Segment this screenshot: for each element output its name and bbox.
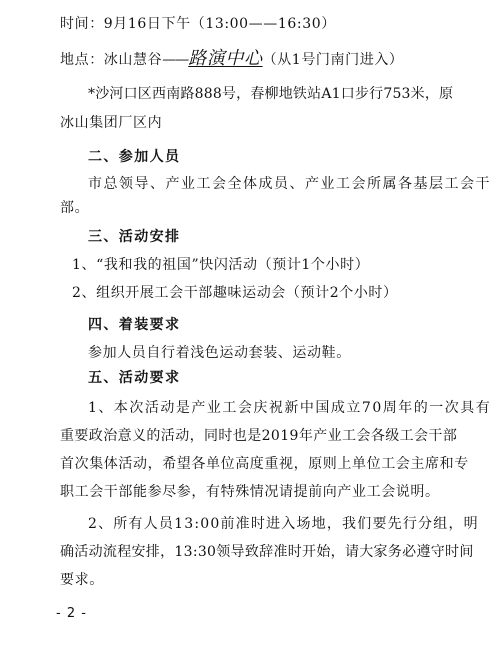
address-line-2: 冰山集团厂区内 [60, 115, 163, 131]
location-suffix: （从1号门南门进入） [262, 52, 404, 68]
requirements-p1-line-2: 重要政治意义的活动，同时也是2019年产业工会各级工会干部 [60, 428, 458, 444]
schedule-item-1: 1、“我和我的祖国”快闪活动（预计1个小时） [72, 257, 370, 273]
requirements-p1-line-1: 1、本次活动是产业工会庆祝新中国成立70周年的一次具有 [88, 400, 492, 416]
address-line-1: *沙河口区西南路888号，春柳地铁站A1口步行753米，原 [88, 86, 454, 102]
venue-name: 路演中心 [188, 48, 263, 69]
section-heading-requirements: 五、活动要求 [88, 370, 181, 386]
location-prefix: 地点：冰山慧谷 [60, 52, 163, 68]
section-heading-dress: 四、着装要求 [88, 317, 181, 333]
location-line [60, 49, 404, 70]
participants-line-1: 市总领导、产业工会全体成员、产业工会所属各基层工会干 [88, 176, 491, 192]
requirements-p2-line-2: 确活动流程安排，13:30领导致辞准时开始，请大家务必遵守时间 [60, 544, 474, 560]
participants-line-2: 部。 [60, 200, 90, 216]
location-dash: —— [162, 52, 189, 68]
requirements-p2-line-3: 要求。 [60, 572, 104, 588]
schedule-item-2: 2、组织开展工会干部趣味运动会（预计2个小时） [72, 285, 398, 301]
time-line: 时间：9月16日下午（13:00——16:30） [60, 16, 336, 32]
requirements-p2-line-1: 2、所有人员13:00前准时进入场地，我们要先行分组，明 [88, 516, 479, 532]
section-heading-participants: 二、参加人员 [88, 149, 181, 165]
requirements-p1-line-3: 首次集体活动，希望各单位高度重视，原则上单位工会主席和专 [60, 456, 469, 472]
dress-line-1: 参加人员自行着浅色运动套装、运动鞋。 [88, 345, 351, 361]
requirements-p1-line-4: 职工会干部能参尽参，有特殊情况请提前向产业工会说明。 [60, 484, 440, 500]
section-heading-schedule: 三、活动安排 [88, 229, 181, 245]
page-number: - 2 - [56, 606, 87, 621]
